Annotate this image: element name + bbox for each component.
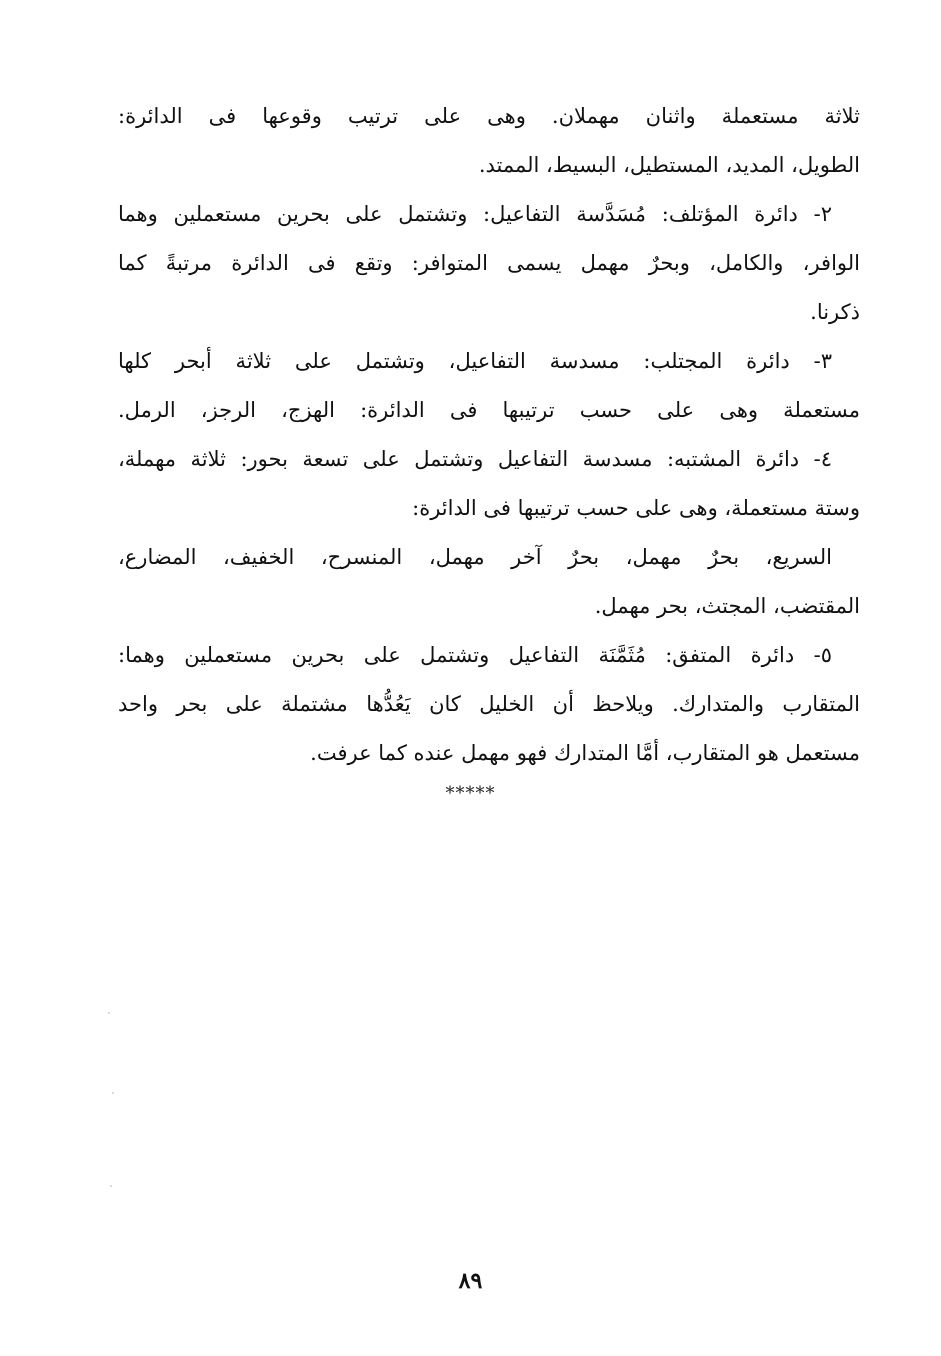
text-line-2: الطويل، المديد، المستطيل، البسيط، الممتد. <box>478 153 860 177</box>
text-line-12: ٥- دائرة المتفق: مُثَمَّنَة التفاعيل وتشتمل على بحرين مستعملين وهما: <box>118 643 832 667</box>
text-line-11: المقتضب، المجتث، بحر مهمل. <box>594 594 860 618</box>
scan-speck <box>108 1012 110 1014</box>
text-line-6: ٣- دائرة المجتلب: مسدسة التفاعيل، وتشتمل على ثلاثة أبحر كلها <box>118 349 832 373</box>
section-separator: ***** <box>445 783 496 804</box>
text-line-3: ٢- دائرة المؤتلف: مُسَدَّسة التفاعيل: وتشتمل على بحرين مستعملين وهما <box>118 202 832 226</box>
text-line-10: السريع، بحرٌ مهمل، بحرٌ آخر مهمل، المنسرح، الخفيف، المضارع، <box>118 545 832 569</box>
text-line-8: ٤- دائرة المشتبه: مسدسة التفاعيل وتشتمل على تسعة بحور: ثلاثة مهملة، <box>118 447 832 471</box>
scan-speck <box>112 1092 114 1094</box>
text-line-9: وستة مستعملة، وهى على حسب ترتيبها فى الدائرة: <box>412 496 860 520</box>
text-line-7: مستعملة وهى على حسب ترتيبها فى الدائرة: الهزج، الرجز، الرمل. <box>118 398 860 422</box>
text-line-13: المتقارب والمتدارك. ويلاحظ أن الخليل كان يَعُدُّها مشتملة على بحر واحد <box>118 692 860 716</box>
scan-speck <box>110 1185 112 1187</box>
body-text <box>118 92 860 778</box>
text-line-14: مستعمل هو المتقارب، أمَّا المتدارك فهو مهمل عنده كما عرفت. <box>310 741 860 765</box>
text-line-4: الوافر، والكامل، وبحرٌ مهمل يسمى المتوافر: وتقع فى الدائرة مرتبةً كما <box>118 251 860 275</box>
text-line-1: ثلاثة مستعملة واثنان مهملان. وهى على ترتيب وقوعها فى الدائرة: <box>118 104 860 128</box>
page-number: ٨٩ <box>458 1268 483 1294</box>
text-line-5: ذكرنا. <box>810 300 860 324</box>
